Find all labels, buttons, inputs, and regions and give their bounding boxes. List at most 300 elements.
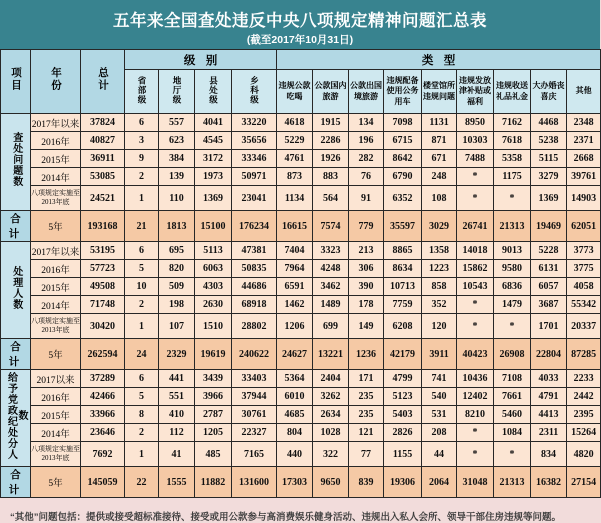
value-cell: *	[457, 442, 494, 467]
value-cell: 834	[531, 442, 567, 467]
value-cell: 178	[349, 296, 384, 314]
value-cell: 2442	[567, 388, 601, 406]
total-value-cell: 24	[125, 339, 159, 370]
value-cell: 28802	[232, 314, 277, 339]
value-cell: 509	[159, 278, 195, 296]
value-cell: 9013	[494, 242, 531, 260]
total-label-cell: 合计	[1, 467, 31, 498]
total-value-cell: 1813	[159, 211, 195, 242]
value-cell: 6790	[384, 168, 422, 186]
value-cell: *	[457, 314, 494, 339]
value-cell: 5460	[494, 406, 531, 424]
value-cell: 2348	[567, 114, 601, 132]
value-cell: 390	[349, 278, 384, 296]
value-cell: 8865	[384, 242, 422, 260]
total-value-cell: 21313	[494, 211, 531, 242]
value-cell: 4303	[195, 278, 232, 296]
value-cell: 42466	[81, 388, 125, 406]
section-label-text: 查处问题数	[10, 132, 22, 187]
value-cell: 40827	[81, 132, 125, 150]
value-cell: 2395	[567, 406, 601, 424]
header-col-public-funds-dining: 违规公款吃喝	[277, 70, 313, 114]
total-row	[1, 339, 601, 370]
value-cell: 8210	[457, 406, 494, 424]
year-cell: 八项规定实施至2013年底	[31, 314, 81, 339]
value-cell: 33346	[232, 150, 277, 168]
value-cell: 4545	[195, 132, 232, 150]
value-cell: 3687	[531, 296, 567, 314]
year-cell: 2015年	[31, 406, 81, 424]
total-value-cell: 87285	[567, 339, 601, 370]
value-cell: 91	[349, 186, 384, 211]
total-value-cell: 24627	[277, 339, 313, 370]
value-cell: 7692	[81, 442, 125, 467]
total-value-cell: 27154	[567, 467, 601, 498]
value-cell: 440	[277, 442, 313, 467]
value-cell: 6208	[384, 314, 422, 339]
value-cell: *	[494, 314, 531, 339]
value-cell: 7661	[494, 388, 531, 406]
value-cell: 485	[195, 442, 232, 467]
value-cell: 36911	[81, 150, 125, 168]
value-cell: 2404	[313, 370, 349, 388]
page-title: 五年来全国查处违反中央八项规定精神问题汇总表	[113, 12, 487, 30]
value-cell: 1973	[195, 168, 232, 186]
value-cell: 14018	[457, 242, 494, 260]
total-value-cell: 1236	[349, 339, 384, 370]
total-value-cell: 7574	[313, 211, 349, 242]
value-cell: 7162	[494, 114, 531, 132]
value-cell: 30420	[81, 314, 125, 339]
value-cell: 6131	[531, 260, 567, 278]
value-cell: 49508	[81, 278, 125, 296]
value-cell: 10713	[384, 278, 422, 296]
value-cell: 35656	[232, 132, 277, 150]
value-cell: 1462	[277, 296, 313, 314]
value-cell: 68918	[232, 296, 277, 314]
value-cell: 37944	[232, 388, 277, 406]
year-cell: 2014年	[31, 424, 81, 442]
value-cell: 1205	[195, 424, 232, 442]
value-cell: 235	[349, 406, 384, 424]
value-cell: 1175	[494, 168, 531, 186]
value-cell: 47381	[232, 242, 277, 260]
value-cell: 108	[422, 186, 457, 211]
value-cell: 5123	[384, 388, 422, 406]
total-year-cell: 5年	[31, 467, 81, 498]
value-cell: 33403	[232, 370, 277, 388]
value-cell: 8642	[384, 150, 422, 168]
value-cell: 7165	[232, 442, 277, 467]
value-cell: 3262	[313, 388, 349, 406]
value-cell: 4685	[277, 406, 313, 424]
value-cell: 14903	[567, 186, 601, 211]
value-cell: 540	[422, 388, 457, 406]
year-cell: 八项规定实施至2013年底	[31, 442, 81, 467]
value-cell: 1358	[422, 242, 457, 260]
total-value-cell: 839	[349, 467, 384, 498]
total-value-cell: 17303	[277, 467, 313, 498]
header-col-office-buildings: 楼堂馆所违规问题	[422, 70, 457, 114]
value-cell: 6715	[384, 132, 422, 150]
header-col-overseas-travel: 公款出国境旅游	[349, 70, 384, 114]
value-cell: 4058	[567, 278, 601, 296]
year-cell: 2015年	[31, 278, 81, 296]
value-cell: 8	[125, 406, 159, 424]
total-value-cell: 176234	[232, 211, 277, 242]
value-cell: 2	[125, 296, 159, 314]
value-cell: 24521	[81, 186, 125, 211]
value-cell: 112	[159, 424, 195, 442]
header-col-province-level: 省部级	[125, 70, 159, 114]
value-cell: 6591	[277, 278, 313, 296]
value-cell: 110	[159, 186, 195, 211]
value-cell: 2634	[313, 406, 349, 424]
section-label	[1, 242, 31, 339]
total-value-cell: 131600	[232, 467, 277, 498]
total-value-cell: 26908	[494, 339, 531, 370]
value-cell: 741	[422, 370, 457, 388]
data-row	[1, 278, 601, 296]
header-year	[31, 50, 81, 114]
value-cell: 6352	[384, 186, 422, 211]
value-cell: 1131	[422, 114, 457, 132]
value-cell: 33966	[81, 406, 125, 424]
value-cell: 5403	[384, 406, 422, 424]
value-cell: 44686	[232, 278, 277, 296]
value-cell: 3439	[195, 370, 232, 388]
value-cell: 33220	[232, 114, 277, 132]
total-value-cell: 35597	[384, 211, 422, 242]
value-cell: 695	[159, 242, 195, 260]
value-cell: 4413	[531, 406, 567, 424]
value-cell: 7759	[384, 296, 422, 314]
value-cell: 1028	[313, 424, 349, 442]
value-cell: 208	[422, 424, 457, 442]
value-cell: 564	[313, 186, 349, 211]
header-col-official-vehicles: 违规配备使用公务用车	[384, 70, 422, 114]
header-col-other: 其他	[567, 70, 601, 114]
value-cell: 50835	[232, 260, 277, 278]
value-cell: *	[494, 186, 531, 211]
value-cell: 322	[313, 442, 349, 467]
value-cell: 4468	[531, 114, 567, 132]
value-cell: 196	[349, 132, 384, 150]
data-row	[1, 406, 601, 424]
value-cell: 5229	[277, 132, 313, 150]
total-value-cell: 2329	[159, 339, 195, 370]
value-cell: *	[457, 424, 494, 442]
value-cell: 5	[125, 388, 159, 406]
value-cell: 22327	[232, 424, 277, 442]
value-cell: 15862	[457, 260, 494, 278]
total-value-cell: 22	[125, 467, 159, 498]
total-value-cell: 3029	[422, 211, 457, 242]
value-cell: 5238	[531, 132, 567, 150]
header-col-prefecture-level: 地厅级	[159, 70, 195, 114]
data-row	[1, 186, 601, 211]
footnote	[0, 498, 600, 523]
value-cell: 3966	[195, 388, 232, 406]
value-cell: 5358	[494, 150, 531, 168]
value-cell: 557	[159, 114, 195, 132]
year-cell: 八项规定实施至2013年底	[31, 186, 81, 211]
total-value-cell: 11882	[195, 467, 232, 498]
value-cell: 10543	[457, 278, 494, 296]
header-col-domestic-travel: 公款国内旅游	[313, 70, 349, 114]
total-value-cell: 16615	[277, 211, 313, 242]
table-body	[1, 114, 601, 498]
year-cell: 2015年	[31, 150, 81, 168]
year-cell: 2017年以来	[31, 114, 81, 132]
page-subtitle: (截至2017年10月31日)	[246, 34, 354, 46]
value-cell: 4033	[531, 370, 567, 388]
value-cell: 1489	[313, 296, 349, 314]
value-cell: 12402	[457, 388, 494, 406]
value-cell: 213	[349, 242, 384, 260]
value-cell: 41	[159, 442, 195, 467]
header-level-group: 级别	[125, 50, 277, 70]
value-cell: 1369	[531, 186, 567, 211]
value-cell: 1369	[195, 186, 232, 211]
data-row	[1, 314, 601, 339]
value-cell: 5113	[195, 242, 232, 260]
total-value-cell: 9650	[313, 467, 349, 498]
value-cell: 352	[422, 296, 457, 314]
total-value-cell: 21313	[494, 467, 531, 498]
value-cell: 3	[125, 132, 159, 150]
section-label-text: 给予党政纪处分人数	[5, 371, 27, 460]
value-cell: 6057	[531, 278, 567, 296]
value-cell: 306	[349, 260, 384, 278]
header-type-group: 类型	[277, 50, 601, 70]
value-cell: 30761	[232, 406, 277, 424]
header-total	[81, 50, 125, 114]
value-cell: 10303	[457, 132, 494, 150]
value-cell: 3279	[531, 168, 567, 186]
value-cell: 4618	[277, 114, 313, 132]
data-row	[1, 388, 601, 406]
value-cell: *	[457, 186, 494, 211]
value-cell: 6	[125, 242, 159, 260]
data-row	[1, 296, 601, 314]
value-cell: 1479	[494, 296, 531, 314]
value-cell: 4761	[277, 150, 313, 168]
data-row	[1, 114, 601, 132]
value-cell: 6	[125, 114, 159, 132]
value-cell: 1206	[277, 314, 313, 339]
total-row	[1, 467, 601, 498]
value-cell: 2311	[531, 424, 567, 442]
value-cell: *	[494, 442, 531, 467]
value-cell: 10	[125, 278, 159, 296]
value-cell: 7488	[457, 150, 494, 168]
total-value-cell: 31048	[457, 467, 494, 498]
value-cell: *	[457, 296, 494, 314]
year-cell: 2017年以来	[31, 242, 81, 260]
total-value-cell: 19469	[531, 211, 567, 242]
total-value-cell: 21	[125, 211, 159, 242]
value-cell: 8634	[384, 260, 422, 278]
header-col-allowances-benefits: 违规发放津补贴或福利	[457, 70, 494, 114]
value-cell: 120	[422, 314, 457, 339]
value-cell: 235	[349, 388, 384, 406]
section-label	[1, 114, 31, 211]
value-cell: 53085	[81, 168, 125, 186]
value-cell: 5364	[277, 370, 313, 388]
value-cell: 5	[125, 260, 159, 278]
value-cell: 1926	[313, 150, 349, 168]
value-cell: 2233	[567, 370, 601, 388]
total-value-cell: 2064	[422, 467, 457, 498]
value-cell: 7098	[384, 114, 422, 132]
value-cell: 76	[349, 168, 384, 186]
value-cell: 3172	[195, 150, 232, 168]
total-value-cell: 19619	[195, 339, 232, 370]
data-row	[1, 150, 601, 168]
value-cell: 671	[422, 150, 457, 168]
total-value-cell: 779	[349, 211, 384, 242]
header-col-weddings-funerals: 大办婚丧喜庆	[531, 70, 567, 114]
year-cell: 2016年	[31, 132, 81, 150]
value-cell: 23646	[81, 424, 125, 442]
value-cell: 1223	[422, 260, 457, 278]
value-cell: 134	[349, 114, 384, 132]
footnote-text: “其他”问题包括：提供或接受超标准接待、接受或用公款参与高消费娱乐健身活动、违规出入私人会所、领导干部住房违规等问题。	[10, 512, 562, 523]
total-value-cell: 3911	[422, 339, 457, 370]
section-label-text: 处理人数	[10, 265, 22, 310]
value-cell: 7108	[494, 370, 531, 388]
total-value-cell: 15100	[195, 211, 232, 242]
data-row	[1, 242, 601, 260]
value-cell: 4041	[195, 114, 232, 132]
value-cell: 57723	[81, 260, 125, 278]
year-cell: 2017以来	[31, 370, 81, 388]
value-cell: 1915	[313, 114, 349, 132]
value-cell: 2	[125, 168, 159, 186]
total-value-cell: 62051	[567, 211, 601, 242]
value-cell: 551	[159, 388, 195, 406]
value-cell: 53195	[81, 242, 125, 260]
value-cell: 5115	[531, 150, 567, 168]
value-cell: 1701	[531, 314, 567, 339]
value-cell: 2630	[195, 296, 232, 314]
value-cell: 384	[159, 150, 195, 168]
header-item	[1, 50, 31, 114]
year-cell: 2014年	[31, 296, 81, 314]
value-cell: 4820	[567, 442, 601, 467]
value-cell: 441	[159, 370, 195, 388]
value-cell: 6010	[277, 388, 313, 406]
table-header	[1, 50, 601, 114]
section-label	[1, 370, 31, 467]
value-cell: 4799	[384, 370, 422, 388]
value-cell: 77	[349, 442, 384, 467]
value-cell: *	[457, 168, 494, 186]
value-cell: 55342	[567, 296, 601, 314]
year-cell: 2016年	[31, 388, 81, 406]
data-row	[1, 370, 601, 388]
value-cell: 623	[159, 132, 195, 150]
total-value-cell: 16382	[531, 467, 567, 498]
value-cell: 139	[159, 168, 195, 186]
value-cell: 1	[125, 314, 159, 339]
value-cell: 39761	[567, 168, 601, 186]
value-cell: 5228	[531, 242, 567, 260]
value-cell: 3775	[567, 260, 601, 278]
value-cell: 3323	[313, 242, 349, 260]
value-cell: 248	[422, 168, 457, 186]
value-cell: 873	[277, 168, 313, 186]
value-cell: 4248	[313, 260, 349, 278]
value-cell: 107	[159, 314, 195, 339]
value-cell: 8950	[457, 114, 494, 132]
value-cell: 6	[125, 370, 159, 388]
header-item-label: 项目	[10, 66, 22, 92]
total-value-cell: 1555	[159, 467, 195, 498]
value-cell: 804	[277, 424, 313, 442]
value-cell: 820	[159, 260, 195, 278]
data-row	[1, 442, 601, 467]
total-label-cell: 合计	[1, 211, 31, 242]
value-cell: 9	[125, 150, 159, 168]
total-value-cell: 13221	[313, 339, 349, 370]
value-cell: 7964	[277, 260, 313, 278]
data-row	[1, 424, 601, 442]
value-cell: 20337	[567, 314, 601, 339]
total-value-cell: 40423	[457, 339, 494, 370]
year-cell: 2014年	[31, 168, 81, 186]
value-cell: 2787	[195, 406, 232, 424]
value-cell: 1134	[277, 186, 313, 211]
value-cell: 858	[422, 278, 457, 296]
total-row	[1, 211, 601, 242]
value-cell: 6836	[494, 278, 531, 296]
value-cell: 198	[159, 296, 195, 314]
value-cell: 1	[125, 186, 159, 211]
value-cell: 9580	[494, 260, 531, 278]
total-value-cell: 240622	[232, 339, 277, 370]
value-cell: 121	[349, 424, 384, 442]
total-value-cell: 262594	[81, 339, 125, 370]
data-row	[1, 132, 601, 150]
value-cell: 149	[349, 314, 384, 339]
value-cell: 4791	[531, 388, 567, 406]
total-year-cell: 5年	[31, 211, 81, 242]
data-row	[1, 260, 601, 278]
summary-table	[0, 49, 601, 498]
value-cell: 44	[422, 442, 457, 467]
value-cell: 3773	[567, 242, 601, 260]
total-value-cell: 19306	[384, 467, 422, 498]
value-cell: 1510	[195, 314, 232, 339]
total-year-cell: 5年	[31, 339, 81, 370]
value-cell: 10436	[457, 370, 494, 388]
value-cell: 7404	[277, 242, 313, 260]
value-cell: 15264	[567, 424, 601, 442]
value-cell: 699	[313, 314, 349, 339]
data-row	[1, 168, 601, 186]
value-cell: 2668	[567, 150, 601, 168]
total-label-cell: 合计	[1, 339, 31, 370]
value-cell: 50971	[232, 168, 277, 186]
value-cell: 7618	[494, 132, 531, 150]
value-cell: 1155	[384, 442, 422, 467]
total-value-cell: 193168	[81, 211, 125, 242]
value-cell: 883	[313, 168, 349, 186]
header-total-label: 总计	[97, 66, 109, 92]
value-cell: 2826	[384, 424, 422, 442]
